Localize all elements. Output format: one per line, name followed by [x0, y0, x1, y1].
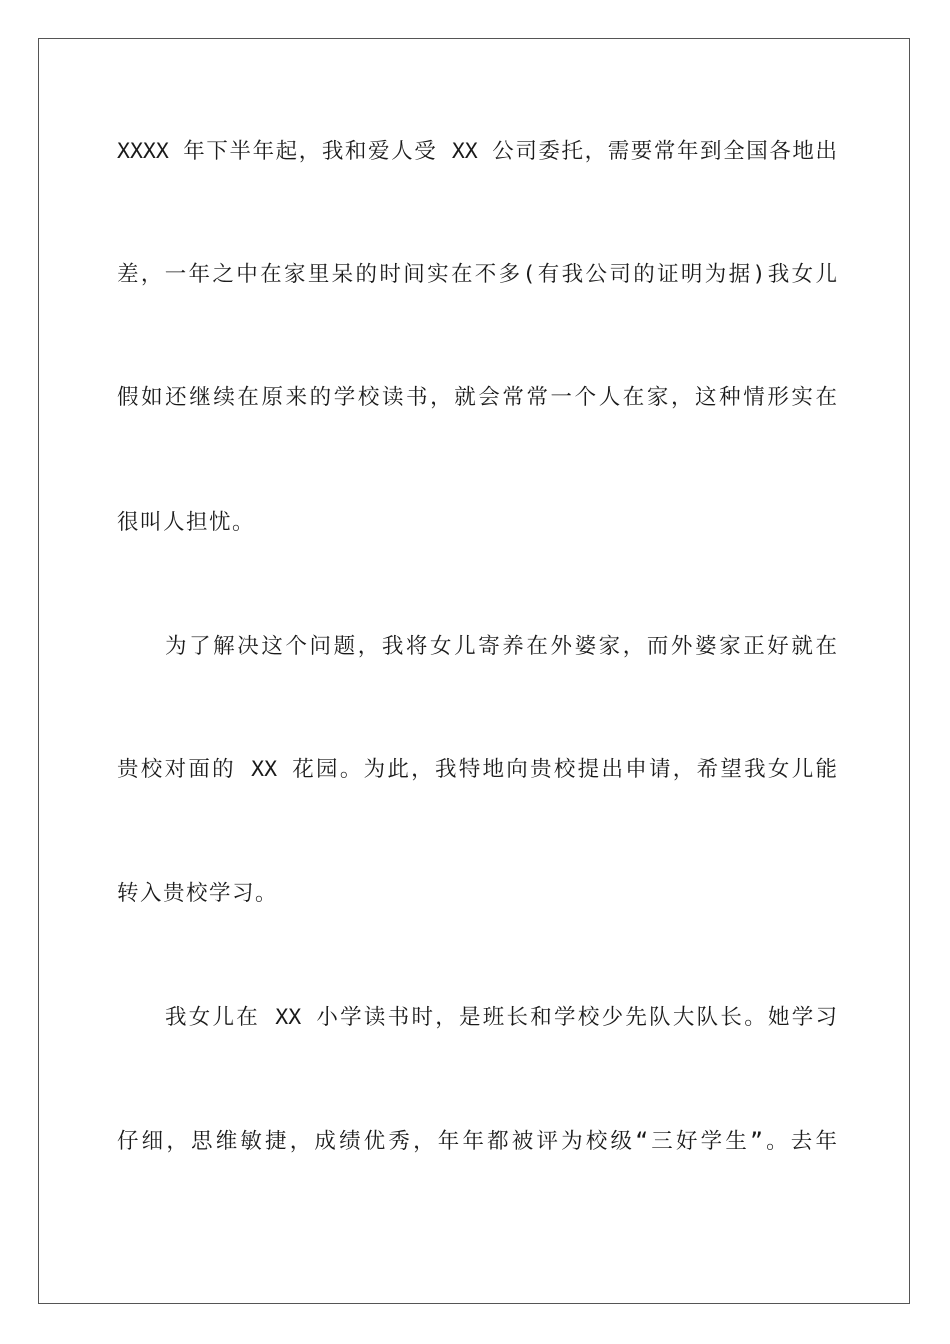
paragraph-3-line-1: 我女儿在 XX 小学读书时，是班长和学校少先队大队长。她学习	[165, 1005, 837, 1030]
paragraph-3-line-2: 仔细，思维敏捷，成绩优秀，年年都被评为校级“三好学生”。去年	[117, 1129, 837, 1154]
paragraph-2-line-3: 转入贵校学习。	[117, 881, 279, 906]
paragraph-2-line-1: 为了解决这个问题，我将女儿寄养在外婆家，而外婆家正好就在	[165, 634, 837, 659]
page-border	[38, 38, 910, 1304]
paragraph-1-line-4: 很叫人担忧。	[117, 510, 256, 535]
paragraph-1-line-1: XXXX 年下半年起，我和爱人受 XX 公司委托，需要常年到全国各地出	[117, 139, 837, 164]
paragraph-1-line-2: 差，一年之中在家里呆的时间实在不多(有我公司的证明为据)我女儿	[117, 262, 837, 287]
paragraph-2-line-2: 贵校对面的 XX 花园。为此，我特地向贵校提出申请，希望我女儿能	[117, 757, 837, 782]
paragraph-1-line-3: 假如还继续在原来的学校读书，就会常常一个人在家，这种情形实在	[117, 385, 837, 410]
